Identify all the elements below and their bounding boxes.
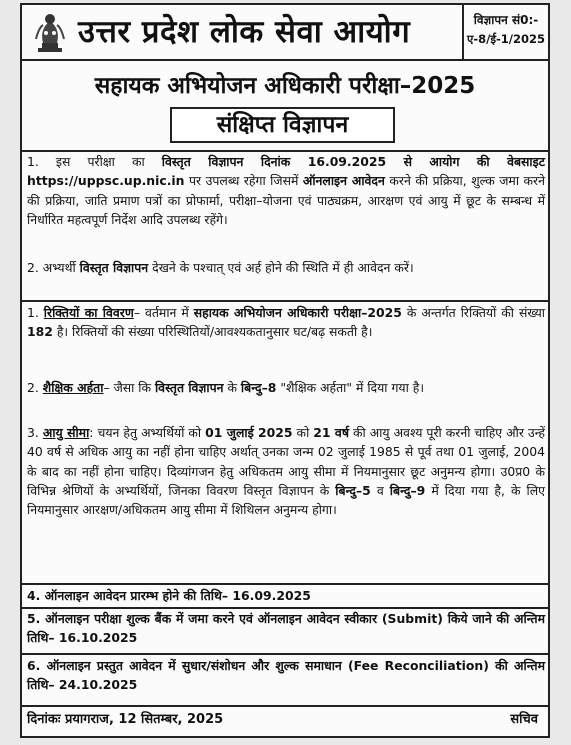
section-divider [22,705,548,707]
text: अभ्यर्थी [42,260,80,275]
text: व [370,482,390,498]
point-reference: बिन्दु–8 [240,380,277,395]
website-info: विस्तृत विज्ञापन दिनांक 16.09.2025 से आयोग की वेबसाइट https://uppsc.up.nic.in [27,154,545,189]
header [22,5,548,61]
issue-date-place: दिनांकः प्रयागराज, 12 सितम्बर, 2025 [27,712,224,727]
text: करने की प्रक्रिया, शुल्क जमा करने की प्रक्रिया, जाति प्रमाण पत्रों का प्रोफार्मा, परीक्षा–योजना एवं पाठ्यक्रम, आरक्षण एवं आयु में छूट के सम्बन्ध में निर्धारित महत्वपूर्ण निर्देश आदि उपलब्ध रहेंगे। [27,173,545,227]
advertisement-number-box [462,5,548,59]
paragraph-age-limit [27,423,545,519]
advertisement-label: विज्ञापन सं0:- [473,13,539,27]
item-number: 6. [27,658,41,673]
text: ऑनलाइन परीक्षा शुल्क बैंक में जमा करने एवं ऑनलाइन आवेदन स्वीकार (Submit) किये जाने की अन्तिम तिथि– 16.10.2025 [27,611,545,646]
section-divider [22,300,548,302]
text: "शैक्षिक अर्हता" में दिया गया है। [276,380,425,395]
detailed-advertisement-text: विस्तृत विज्ञापन [154,380,224,395]
text: को [292,425,314,440]
text: के अन्तर्गत रिक्तियों की संख्या [401,305,545,320]
item-number: 5. [27,611,41,626]
paragraph-website [27,152,545,229]
point-reference: बिन्दु–5 [335,482,371,498]
vacancy-count: 182 [27,324,53,340]
text: ऑनलाइन आवेदन प्रारम्भ होने की तिथि– 16.09.2025 [44,588,311,603]
commission-name: उत्तर प्रदेश लोक सेवा आयोग [78,14,411,50]
exam-title: सहायक अभियोजन अधिकारी परीक्षा–2025 [94,73,476,99]
item-number: 2. [27,380,39,395]
notice-type-box: संक्षिप्त विज्ञापन [170,107,395,143]
text: में दिया गया है, के लिए नियमानुसार आरक्षण/अधिकतम आयु सीमा में शिथिलन अनुमन्य होगा। [27,482,545,518]
text: की आयु अवश्य पूरी करनी चाहिए और उन्हें 40 वर्ष से अधिक आयु का नहीं होना चाहिए अर्थात् उनका जन्म 02 जुलाई 1985 से पूर्व तथा 01 जुलाई, 2004 के बाद का नहीं होना चाहिए। दिव्यांगजन हेतु अधिकतम आयु सीमा में नियमानुसार छूट अनुमन्य होगा। उ0प्र0 के विभिन्न श्रेणियों के अभ्यर्थियों, जिनका विवरण विस्तृत विज्ञापन के [27,425,545,498]
point-reference: बिन्दु–9 [389,482,426,498]
signatory: सचिव [510,712,538,727]
application-start-date [27,586,545,605]
exam-name-text: सहायक अभियोजन अधिकारी परीक्षा–2025 [193,305,402,320]
paragraph-apply-note [27,258,545,277]
text: पर उपलब्ध रहेगा जिसमें [184,173,303,189]
state-emblem-icon [28,9,72,55]
fee-submission-deadline [27,609,545,648]
qualification-heading: शैक्षिक अर्हता [42,380,104,395]
reference-date: 01 जुलाई 2025 [205,425,293,440]
paragraph-qualification [27,378,545,397]
correction-deadline [27,656,545,695]
advertisement-page [20,3,550,738]
text: ऑनलाइन प्रस्तुत आवेदन में सुधार/संशोधन और शुल्क समाधान (Fee Reconciliation) की अन्तिम तिथि– 24.10.2025 [27,658,545,693]
advertisement-number: ए-8/ई-1/2025 [467,32,545,46]
item-number: 1. [27,305,39,320]
text: देखने के पश्चात् एवं अर्ह होने की स्थिति में ही आवेदन करें। [148,260,414,275]
section-divider [22,583,548,585]
detailed-advertisement-text: विस्तृत विज्ञापन [79,260,149,275]
text: है। रिक्तियों की संख्या परिस्थितियों/आवश्यकतानुसार घट/बढ़ सकती है। [52,324,373,340]
text: के [223,380,241,395]
age-limit-heading: आयु सीमा [42,425,90,440]
online-application-text: ऑनलाइन आवेदन [302,173,385,189]
item-number: 2. [27,260,39,275]
vacancies-heading: रिक्तियों का विवरण [43,305,134,320]
section-divider [22,653,548,655]
item-number: 1. [27,154,39,169]
paragraph-vacancies [27,303,545,342]
text: – जैसा कि [103,380,155,395]
item-number: 3. [27,425,39,440]
minimum-age: 21 वर्ष [313,425,349,440]
text: इस परीक्षा का [55,154,162,169]
text: : चयन हेतु अभ्यर्थियों को [89,425,206,440]
text: – वर्तमान में [133,305,194,320]
item-number: 4. [27,588,41,603]
